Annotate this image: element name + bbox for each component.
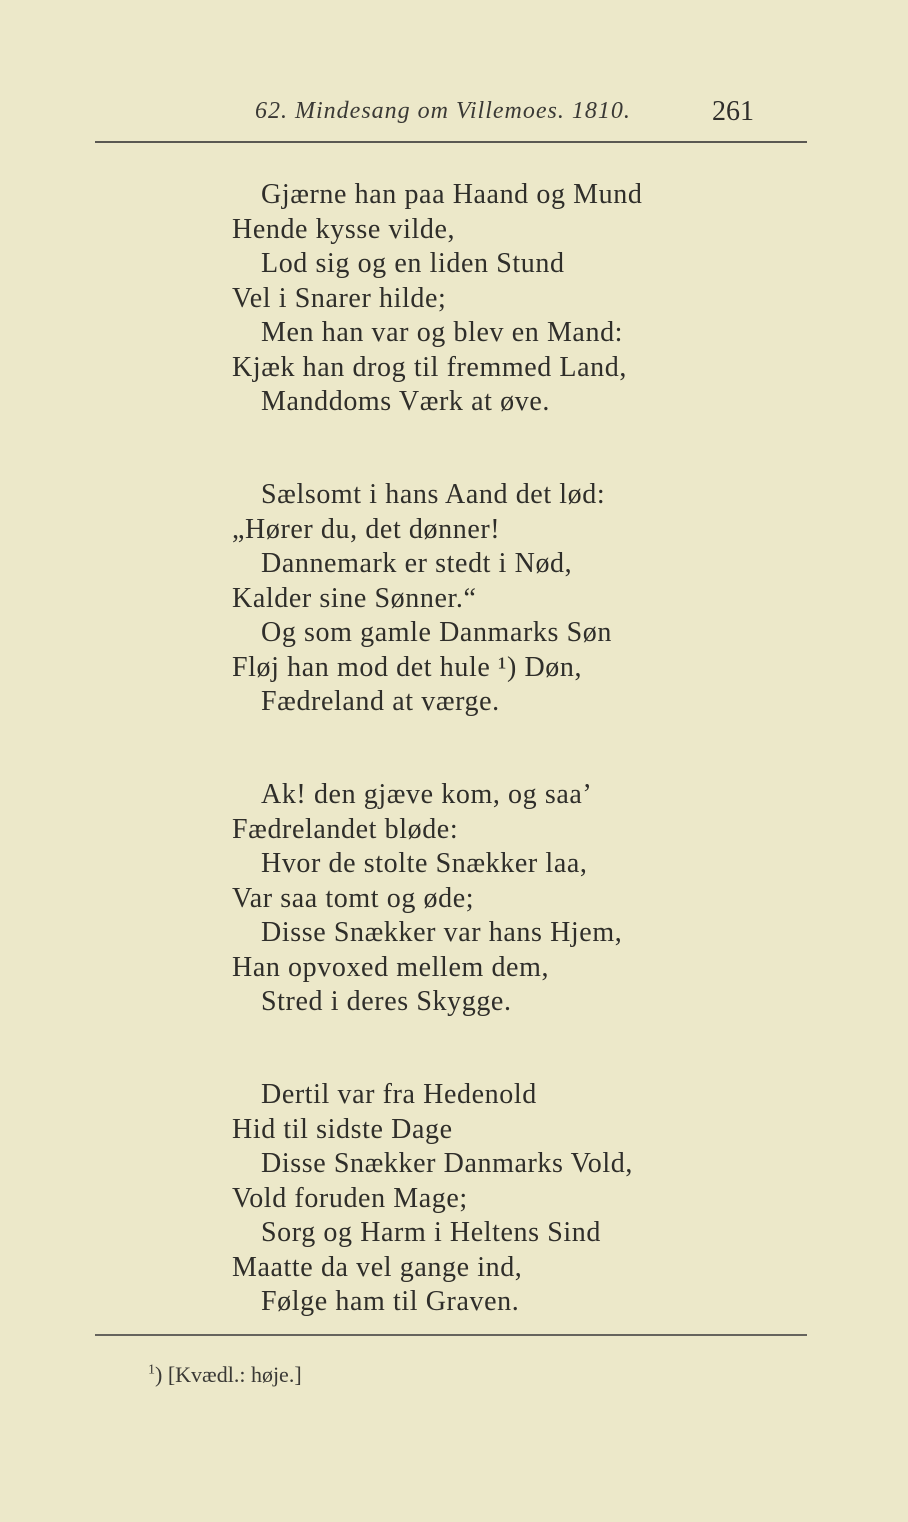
verse-line: Ak! den gjæve kom, og saa’: [261, 779, 593, 810]
verse-line: Sælsomt i hans Aand det lød:: [261, 479, 606, 510]
verse-line: Følge ham til Graven.: [261, 1286, 520, 1317]
header-rule: [95, 141, 807, 143]
running-header: [0, 98, 908, 138]
verse-line: „Hører du, det dønner!: [232, 514, 501, 545]
verse-line: Hid til sidste Dage: [232, 1114, 453, 1145]
verse-line: Var saa tomt og øde;: [232, 883, 475, 914]
verse-line: Stred i deres Skygge.: [261, 986, 512, 1017]
verse-line: Og som gamle Danmarks Søn: [261, 617, 612, 648]
verse-line: Men han var og blev en Mand:: [261, 317, 624, 348]
verse-line: Hvor de stolte Snækker laa,: [261, 848, 588, 879]
verse-line: Sorg og Harm i Heltens Sind: [261, 1217, 602, 1248]
verse-line: Fædrelandet bløde:: [232, 814, 459, 845]
verse-line: Disse Snækker Danmarks Vold,: [261, 1148, 633, 1179]
verse-line: Vel i Snarer hilde;: [232, 283, 447, 314]
verse-line: Kjæk han drog til fremmed Land,: [232, 352, 627, 383]
verse-line: Manddoms Værk at øve.: [261, 386, 550, 417]
header-title: 62. Mindesang om Villemoes. 1810.: [255, 98, 631, 124]
verse-line: Fløj han mod det hule ¹) Døn,: [232, 652, 583, 683]
page-number: 261: [712, 96, 754, 127]
footnote-rule: [95, 1334, 807, 1336]
verse-line: Gjærne han paa Haand og Mund: [261, 179, 643, 210]
verse-line: Maatte da vel gange ind,: [232, 1252, 523, 1283]
verse-line: Lod sig og en liden Stund: [261, 248, 565, 279]
verse-line: Vold foruden Mage;: [232, 1183, 468, 1214]
verse-line: Dertil var fra Hedenold: [261, 1079, 537, 1110]
footnote-text: [Kvædl.: høje.]: [167, 1362, 302, 1387]
verse-line: Hende kysse vilde,: [232, 214, 456, 245]
verse-line: Disse Snækker var hans Hjem,: [261, 917, 623, 948]
footnote-marker: 1: [148, 1362, 155, 1378]
verse-line: Han opvoxed mellem dem,: [232, 952, 550, 983]
verse-line: Kalder sine Sønner.“: [232, 583, 477, 614]
verse-line: Fædreland at værge.: [261, 686, 500, 717]
footnote: $^1$) [Kvædl.: høje.]: [148, 1362, 302, 1387]
verse-line: Dannemark er stedt i Nød,: [261, 548, 573, 579]
